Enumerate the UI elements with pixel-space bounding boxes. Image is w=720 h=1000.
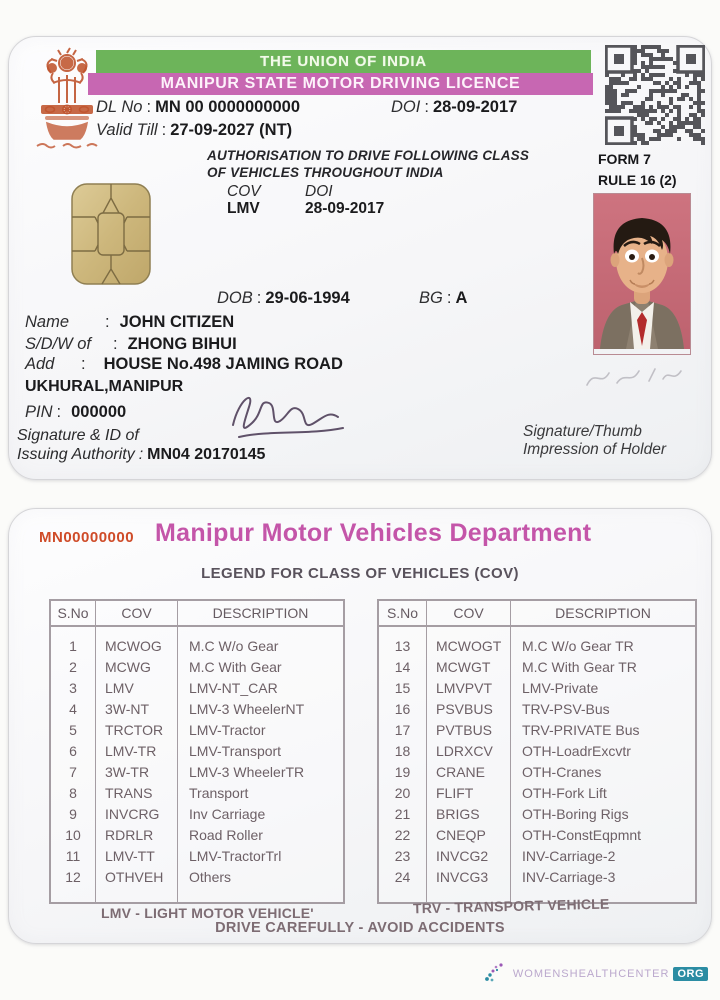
issuing-authority-line2: Issuing Authority bbox=[17, 446, 135, 463]
header-cov: COV bbox=[427, 601, 511, 625]
serial-number: MN00000000 bbox=[39, 529, 135, 546]
authorisation-note: AUTHORISATION TO DRIVE FOLLOWING CLASS OF VEHICLES THROUGHOUT INDIA bbox=[207, 148, 530, 180]
cell-cov: CRANE bbox=[427, 762, 511, 783]
cell-cov: LMV-TT bbox=[96, 846, 178, 867]
watermark-dots-icon bbox=[483, 962, 509, 986]
address-row: Add : HOUSE No.498 JAMING ROAD bbox=[25, 355, 343, 373]
cell-cov: MCWOG bbox=[96, 627, 178, 657]
cell-desc: INV-Carriage-3 bbox=[522, 869, 616, 885]
holder-signature bbox=[579, 359, 689, 400]
cell-sno: 13 bbox=[379, 627, 427, 657]
header-cov: COV bbox=[96, 601, 178, 625]
cell-sno: 22 bbox=[379, 825, 427, 846]
cell-sno: 4 bbox=[51, 699, 96, 720]
cell-cov: INVCG2 bbox=[427, 846, 511, 867]
header-sno: S.No bbox=[379, 601, 427, 625]
dob-row: DOB : 29-06-1994 bbox=[217, 289, 350, 307]
cell-cov: FLIFT bbox=[427, 783, 511, 804]
cell-desc: Inv Carriage bbox=[189, 806, 266, 822]
dob-value: 29-06-1994 bbox=[265, 289, 350, 307]
cell-cov: LMV bbox=[96, 678, 178, 699]
cell-sno: 11 bbox=[51, 846, 96, 867]
cell-sno: 3 bbox=[51, 678, 96, 699]
name-value: JOHN CITIZEN bbox=[119, 313, 235, 331]
cell-sno: 12 bbox=[51, 867, 96, 902]
cell-cov: LMVPVT bbox=[427, 678, 511, 699]
holder-photo bbox=[593, 193, 691, 355]
watermark-name: WOMENSHEALTHCENTER bbox=[512, 968, 670, 980]
name-row: Name : JOHN CITIZEN bbox=[25, 313, 235, 331]
cell-cov: 3W-TR bbox=[96, 762, 178, 783]
cell-desc: M.C With Gear bbox=[189, 659, 282, 675]
cov-doi-value: 28-09-2017 bbox=[305, 200, 385, 217]
cell-desc: LMV-3 WheelerNT bbox=[189, 701, 305, 717]
licence-back-card bbox=[8, 508, 712, 944]
cell-sno: 14 bbox=[379, 657, 427, 678]
sdw-value: ZHONG BIHUI bbox=[127, 335, 237, 353]
cell-sno: 21 bbox=[379, 804, 427, 825]
cell-sno: 17 bbox=[379, 720, 427, 741]
cell-sno: 15 bbox=[379, 678, 427, 699]
blood-group-label: BG bbox=[419, 289, 443, 307]
qr-code bbox=[605, 45, 705, 150]
cell-desc: OTH-Cranes bbox=[522, 764, 602, 780]
cell-desc: LMV-TractorTrl bbox=[189, 848, 282, 864]
cell-desc: OTH-ConstEqpmnt bbox=[522, 827, 642, 843]
cell-sno: 7 bbox=[51, 762, 96, 783]
cell-desc: Transport bbox=[189, 785, 249, 801]
doi-row: DOI : 28-09-2017 bbox=[391, 98, 518, 116]
doi-label: DOI bbox=[391, 98, 421, 116]
address-label: Add bbox=[25, 355, 55, 373]
header-description: DESCRIPTION bbox=[555, 605, 651, 621]
union-of-india-banner: THE UNION OF INDIA bbox=[96, 50, 591, 73]
cell-desc: Road Roller bbox=[189, 827, 263, 843]
legend-table-left bbox=[49, 599, 345, 904]
cell-sno: 19 bbox=[379, 762, 427, 783]
pin-value: 000000 bbox=[71, 403, 127, 421]
cell-cov: MCWG bbox=[96, 657, 178, 678]
header-sno: S.No bbox=[51, 601, 96, 625]
footnote-trv: TRV - TRANSPORT VEHICLE bbox=[412, 895, 610, 917]
cell-cov: CNEQP bbox=[427, 825, 511, 846]
back-title: Manipur Motor Vehicles Department bbox=[155, 519, 592, 547]
cell-desc: M.C W/o Gear TR bbox=[522, 638, 634, 654]
cell-sno: 20 bbox=[379, 783, 427, 804]
name-label: Name bbox=[25, 313, 70, 331]
cell-desc: M.C W/o Gear bbox=[189, 638, 279, 654]
form-rule-note: FORM 7 RULE 16 (2) bbox=[598, 151, 677, 188]
address-value-line2: UKHURAL,MANIPUR bbox=[25, 378, 184, 395]
cov-value: LMV bbox=[227, 200, 260, 217]
cell-cov: MCWGT bbox=[427, 657, 511, 678]
holder-signature-label: Signature/Thumb Impression of Holder bbox=[523, 423, 667, 458]
cell-sno: 18 bbox=[379, 741, 427, 762]
cell-desc: LMV-Transport bbox=[189, 743, 282, 759]
legend-title: LEGEND FOR CLASS OF VEHICLES (COV) bbox=[201, 565, 519, 582]
blood-group-row: BG : A bbox=[419, 289, 468, 307]
cell-cov: MCWOGT bbox=[427, 627, 511, 657]
valid-till-label: Valid Till bbox=[96, 121, 158, 139]
issuing-authority-line1: Signature & ID of bbox=[17, 427, 139, 444]
cell-desc: Others bbox=[189, 869, 232, 885]
licence-front-card bbox=[8, 36, 712, 480]
cell-desc: TRV-PRIVATE Bus bbox=[522, 722, 640, 738]
table-header-row bbox=[51, 601, 343, 627]
valid-till-row: Valid Till : 27-09-2027 (NT) bbox=[96, 121, 293, 139]
cell-sno: 16 bbox=[379, 699, 427, 720]
pin-label: PIN bbox=[25, 403, 53, 421]
issuing-authority-id: MN04 20170145 bbox=[147, 446, 266, 463]
cell-desc: TRV-PSV-Bus bbox=[522, 701, 610, 717]
cell-desc: LMV-Tractor bbox=[189, 722, 266, 738]
cell-cov: LMV-TR bbox=[96, 741, 178, 762]
cell-desc: OTH-LoadrExcvtr bbox=[522, 743, 631, 759]
blood-group-value: A bbox=[455, 289, 468, 307]
drive-carefully-footer: DRIVE CAREFULLY - AVOID ACCIDENTS bbox=[215, 920, 505, 936]
dob-label: DOB bbox=[217, 289, 253, 307]
cell-cov: INVCG3 bbox=[427, 867, 511, 902]
cell-desc: LMV-3 WheelerTR bbox=[189, 764, 305, 780]
valid-till-value: 27-09-2027 (NT) bbox=[170, 121, 293, 139]
cell-sno: 10 bbox=[51, 825, 96, 846]
state-licence-banner: MANIPUR STATE MOTOR DRIVING LICENCE bbox=[88, 73, 593, 95]
smartcard-chip-icon bbox=[71, 183, 151, 290]
footnote-lmv: LMV - LIGHT MOTOR VEHICLE' bbox=[101, 905, 314, 921]
cell-desc: OTH-Boring Rigs bbox=[522, 806, 629, 822]
cell-cov: OTHVEH bbox=[96, 867, 178, 902]
issuing-authority-block: Signature & ID of Issuing Authority : MN04 20170145 bbox=[17, 427, 266, 463]
header-description: DESCRIPTION bbox=[212, 605, 309, 621]
cell-desc: INV-Carriage-2 bbox=[522, 848, 616, 864]
site-watermark bbox=[483, 962, 708, 986]
cell-cov: 3W-NT bbox=[96, 699, 178, 720]
cell-desc: LMV-Private bbox=[522, 680, 599, 696]
cell-sno: 9 bbox=[51, 804, 96, 825]
cell-desc: OTH-Fork Lift bbox=[522, 785, 607, 801]
cell-cov: TRANS bbox=[96, 783, 178, 804]
sdw-label: S/D/W of bbox=[25, 335, 92, 353]
watermark-org-badge: ORG bbox=[673, 967, 708, 981]
cell-cov: LDRXCV bbox=[427, 741, 511, 762]
doi-value: 28-09-2017 bbox=[432, 98, 518, 116]
cell-sno: 5 bbox=[51, 720, 96, 741]
cov-header: COV bbox=[227, 183, 261, 200]
cell-cov: BRIGS bbox=[427, 804, 511, 825]
pin-row: PIN : 000000 bbox=[25, 403, 127, 421]
table-body-right bbox=[379, 627, 695, 902]
table-body-left bbox=[51, 627, 343, 902]
legend-table-right bbox=[377, 599, 697, 904]
cell-cov: TRCTOR bbox=[96, 720, 178, 741]
cell-sno: 2 bbox=[51, 657, 96, 678]
cell-sno: 6 bbox=[51, 741, 96, 762]
cell-sno: 8 bbox=[51, 783, 96, 804]
cov-doi-table bbox=[227, 183, 384, 217]
cell-desc: M.C With Gear TR bbox=[522, 659, 637, 675]
cell-cov: PVTBUS bbox=[427, 720, 511, 741]
cell-cov: INVCRG bbox=[96, 804, 178, 825]
cell-cov: RDRLR bbox=[96, 825, 178, 846]
sdw-row: S/D/W of : ZHONG BIHUI bbox=[25, 335, 237, 353]
dl-number-value: MN 00 0000000000 bbox=[155, 98, 301, 116]
cell-sno: 24 bbox=[379, 867, 427, 902]
dl-number-row: DL No : MN 00 0000000000 bbox=[96, 98, 301, 116]
address-value-line1: HOUSE No.498 JAMING ROAD bbox=[103, 355, 343, 373]
cov-doi-header: DOI bbox=[305, 183, 333, 200]
cell-desc: LMV-NT_CAR bbox=[189, 680, 278, 696]
cell-sno: 1 bbox=[51, 627, 96, 657]
cell-sno: 23 bbox=[379, 846, 427, 867]
cell-cov: PSVBUS bbox=[427, 699, 511, 720]
dl-number-label: DL No bbox=[96, 98, 143, 116]
table-header-row bbox=[379, 601, 695, 627]
